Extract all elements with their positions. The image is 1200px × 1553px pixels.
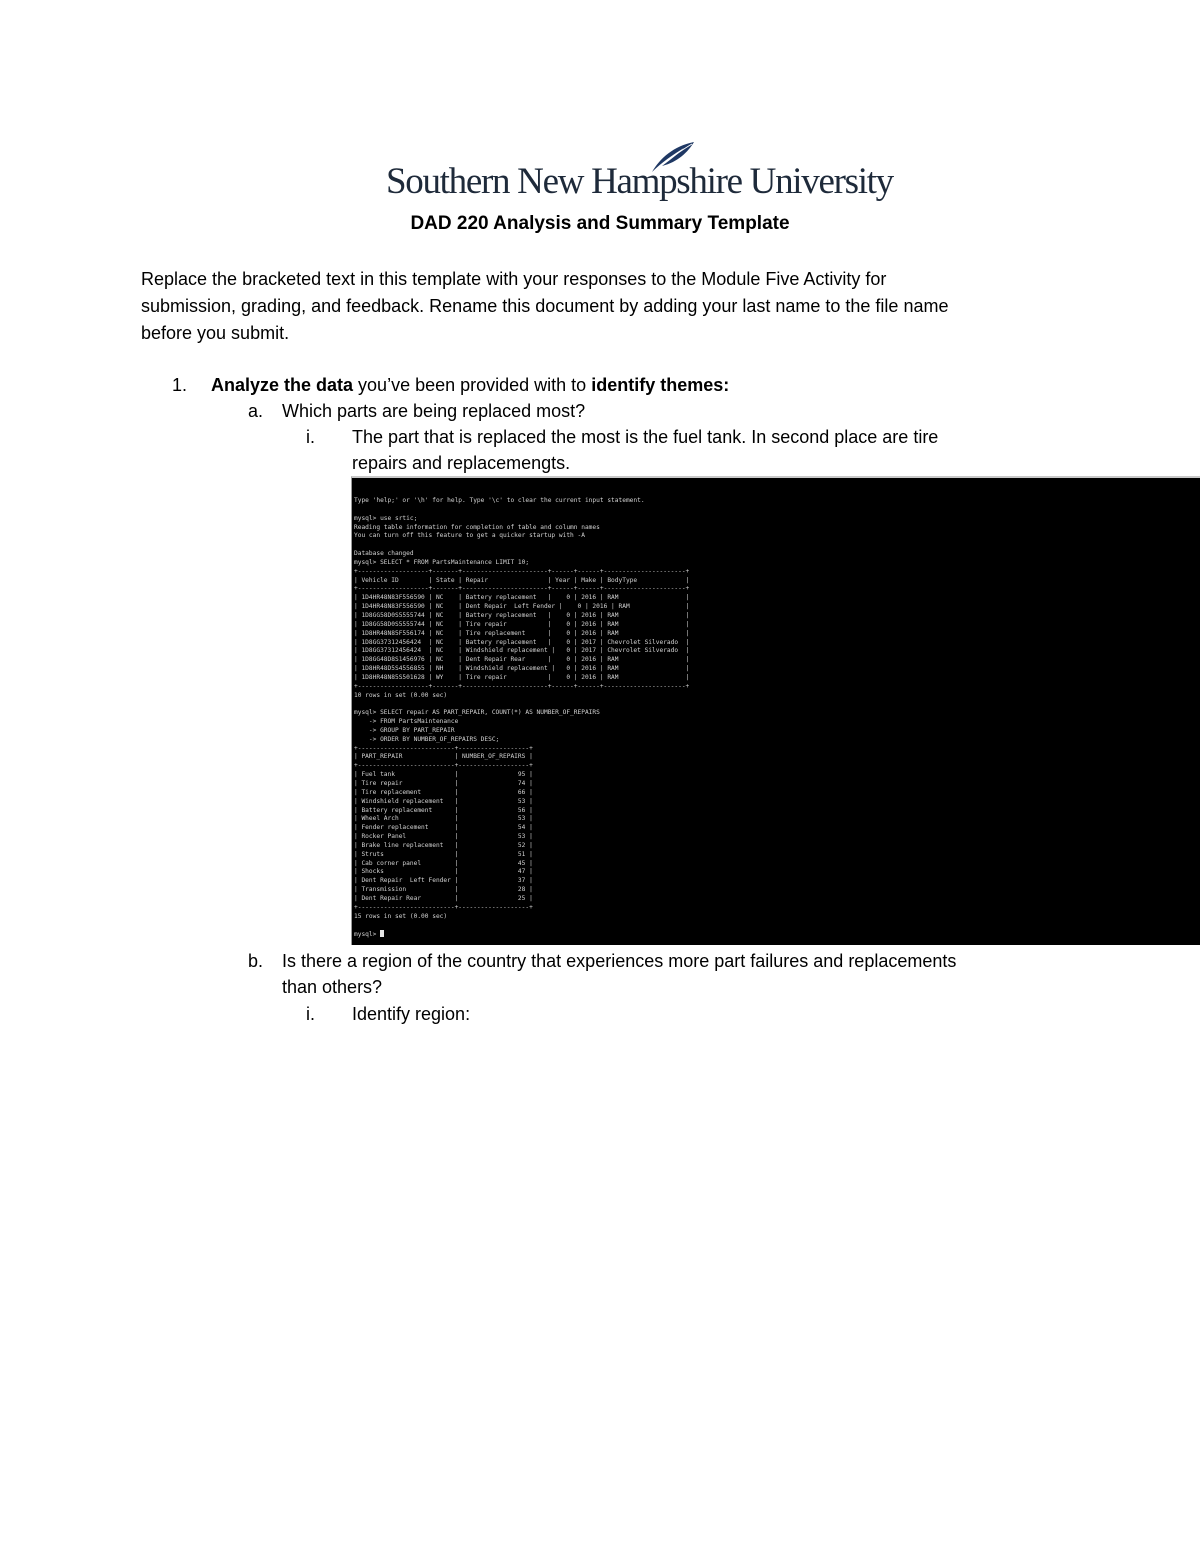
answer-a-text [352, 424, 1112, 476]
heading-plain: you’ve been provided with to [353, 375, 592, 395]
terminal-text: Type 'help;' or '\h' for help. Type '\c' to clear the current input statement. mysql> use srtic; Reading table information for completion of table and column names You can turn off this feature to get a quicker startup with -A Database changed mysql> SELECT * FROM PartsMaintenance LIMIT 10; +-------------------+-------+-----------------------+------+------+----------------------+ | Vehicle ID | State | Repair | Year | Make | BodyType | +-------------------+-------+-----------------------+------+------+----------------------+ | 1D4HR48N83F556590 | NC | Battery replacement | 0 | 2016 | RAM | | 1D4HR48N83F556590 | NC | Dent Repair Left Fender | 0 | 2016 | RAM | | 1D8GG58D0S5555744 | NC | Battery replacement | 0 | 2016 | RAM | | 1D8GG58D0S5555744 | NC | Tire repair | 0 | 2016 | RAM | | 1D8HR48N85F556174 | NC | Tire replacement | 0 | 2016 | RAM | | 1D8GG37312456424 | NC | Battery replacement | 0 | 2017 | Chevrolet Silverado | | 1D8GG37312456424 | NC | Windshield replacement | 0 | 2017 | Chevrolet Silverado | | 1D8GG48D8S1456976 | NC | Dent Repair Rear | 0 | 2016 | RAM | | 1D8HR48D5S4556855 | NH | Windshield replacement | 0 | 2016 | RAM | | 1D8HR48N85S501628 | WY | Tire repair | 0 | 2016 | RAM | +-------------------+-------+-----------------------+------+------+----------------------+ 10 rows in set (0.00 sec) mysql> SELECT repair AS PART_REPAIR, COUNT(*) AS NUMBER_OF_REPAIRS -> FROM PartsMaintenance -> GROUP BY PART_REPAIR -> ORDER BY NUMBER_OF_REPAIRS DESC; +--------------------------+-------------------+ | PART_REPAIR | NUMBER_OF_REPAIRS | +--------------------------+-------------------+ | Fuel tank | 95 | | Tire repair | 74 | | Tire replacement | 66 | | Windshield replacement | 53 | | Battery replacement | 56 | | Wheel Arch | 53 | | Fender replacement | 54 | | Rocker Panel | 53 | | Brake line replacement | 52 | | Struts | 51 | | Cab corner panel | 45 | | Shocks | 47 | | Dent Repair Left Fender | 37 | | Transmission | 28 | | Dent Repair Rear | 25 | +--------------------------+-------------------+ 15 rows in set (0.00 sec) mysql> [354, 497, 690, 939]
question-b-line-1: Is there a region of the country that experiences more part failures and replacements [282, 951, 957, 971]
cursor-icon [380, 930, 384, 937]
heading-bold-1: Analyze the data [211, 375, 354, 395]
intro-line-3: before you submit. [141, 323, 290, 343]
question-a-text: Which parts are being replaced most? [282, 401, 586, 421]
university-logo [386, 140, 893, 208]
answer-b-text: Identify region: [352, 1004, 471, 1024]
terminal-screenshot [351, 476, 1200, 945]
answer-b-number: i. [306, 1004, 315, 1024]
intro-line-2: submission, grading, and feedback. Rename this document by adding your last name to the file name [141, 296, 949, 316]
question-b-letter: b. [248, 951, 264, 971]
intro-paragraph [141, 266, 1041, 347]
answer-a-line-2: repairs and replacemengts. [352, 453, 571, 473]
heading-bold-2: identify themes: [591, 375, 730, 395]
answer-a-line-1: The part that is replaced the most is the fuel tank. In second place are tire [352, 427, 939, 447]
terminal-output [354, 497, 689, 940]
section-number: 1. [172, 375, 188, 395]
logo-wordmark: Southern New Hampshire University [386, 161, 893, 202]
answer-a-number: i. [306, 427, 315, 447]
list-number [172, 372, 202, 398]
question-b-text [282, 948, 1102, 1000]
section-heading [211, 372, 1111, 398]
intro-line-1: Replace the bracketed text in this template with your responses to the Module Five Activity for [141, 269, 887, 289]
question-a-letter: a. [248, 401, 264, 421]
question-b-line-2: than others? [282, 977, 383, 997]
feather-icon [648, 140, 696, 174]
document-title: DAD 220 Analysis and Summary Template [410, 213, 790, 234]
